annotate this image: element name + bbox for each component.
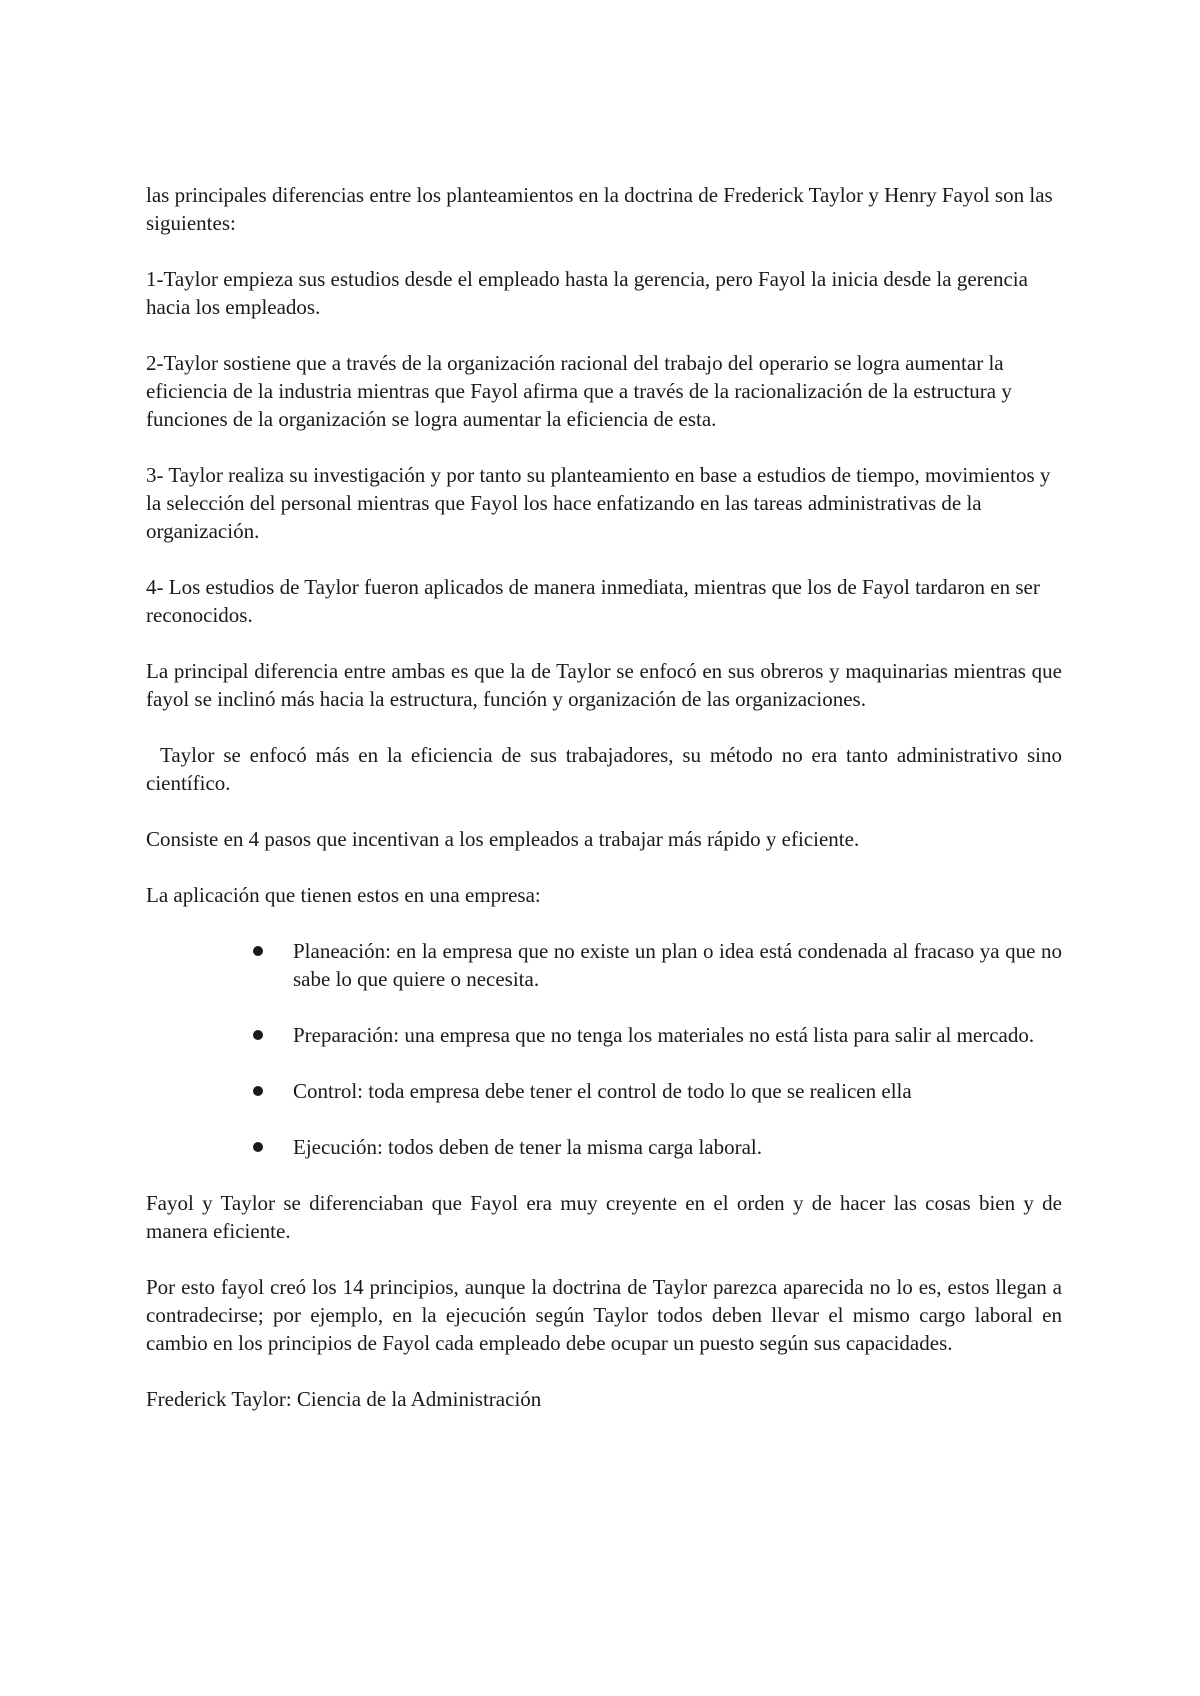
taylor-focus-paragraph: Taylor se enfocó más en la eficiencia de sus trabajadores, su método no era tanto administrativo sino científico.: [146, 743, 1062, 795]
fayol-taylor-paragraph: Fayol y Taylor se diferenciaban que Fayol era muy creyente en el orden y de hacer las cosas bien y de manera eficiente.: [146, 1191, 1062, 1243]
intro-paragraph: las principales diferencias entre los planteamientos en la doctrina de Frederick Taylor y Henry Fayol son las siguientes:: [146, 183, 1053, 235]
difference-point-4: 4- Los estudios de Taylor fueron aplicados de manera inmediata, mientras que los de Fayol tardaron en ser reconocidos.: [146, 575, 1040, 627]
bullet-item-preparacion: [146, 1021, 1062, 1049]
bullet-item-ejecucion: [146, 1133, 1062, 1161]
bullet-icon: [253, 946, 263, 956]
difference-point-1: 1-Taylor empieza sus estudios desde el empleado hasta la gerencia, pero Fayol la inicia desde la gerencia hacia los empleados.: [146, 267, 1028, 319]
four-steps-paragraph: Consiste en 4 pasos que incentivan a los empleados a trabajar más rápido y eficiente.: [146, 827, 860, 851]
bullet-text: Ejecución: todos deben de tener la misma carga laboral.: [293, 1135, 763, 1159]
fourteen-principles-paragraph: Por esto fayol creó los 14 principios, aunque la doctrina de Taylor parezca aparecida no lo es, estos llegan a contradecirse; por ejemplo, en la ejecución según Taylor todos deben llevar el mismo cargo laboral en cambio en los principios de Fayol cada empleado debe ocupar un puesto según sus capacidades.: [146, 1275, 1062, 1355]
application-intro-paragraph: La aplicación que tienen estos en una empresa:: [146, 883, 541, 907]
bullet-icon: [253, 1030, 263, 1040]
document-body: [146, 181, 1062, 1441]
application-bullet-list: [146, 937, 1062, 1161]
bullet-icon: [253, 1142, 263, 1152]
bullet-icon: [253, 1086, 263, 1096]
bullet-text: Control: toda empresa debe tener el control de todo lo que se realicen ella: [293, 1079, 912, 1103]
bullet-item-control: [146, 1077, 1062, 1105]
bullet-text: Preparación: una empresa que no tenga los materiales no está lista para salir al mercado.: [293, 1023, 1035, 1047]
difference-point-2: 2-Taylor sostiene que a través de la organización racional del trabajo del operario se logra aumentar la eficiencia de la industria mientras que Fayol afirma que a través de la racionalización de la estructura y funciones de la organización se logra aumentar la eficiencia de esta.: [146, 351, 1012, 431]
principal-difference-paragraph: La principal diferencia entre ambas es que la de Taylor se enfocó en sus obreros y maquinarias mientras que fayol se inclinó más hacia la estructura, función y organización de las organizaciones.: [146, 659, 1062, 711]
difference-point-3: 3- Taylor realiza su investigación y por tanto su planteamiento en base a estudios de tiempo, movimientos y la selección del personal mientras que Fayol los hace enfatizando en las tareas administrativas de la organización.: [146, 463, 1051, 543]
bullet-text: Planeación: en la empresa que no existe un plan o idea está condenada al fracaso ya que no sabe lo que quiere o necesita.: [293, 939, 1062, 991]
closing-title: Frederick Taylor: Ciencia de la Administración: [146, 1387, 542, 1411]
bullet-item-planeacion: [146, 937, 1062, 993]
